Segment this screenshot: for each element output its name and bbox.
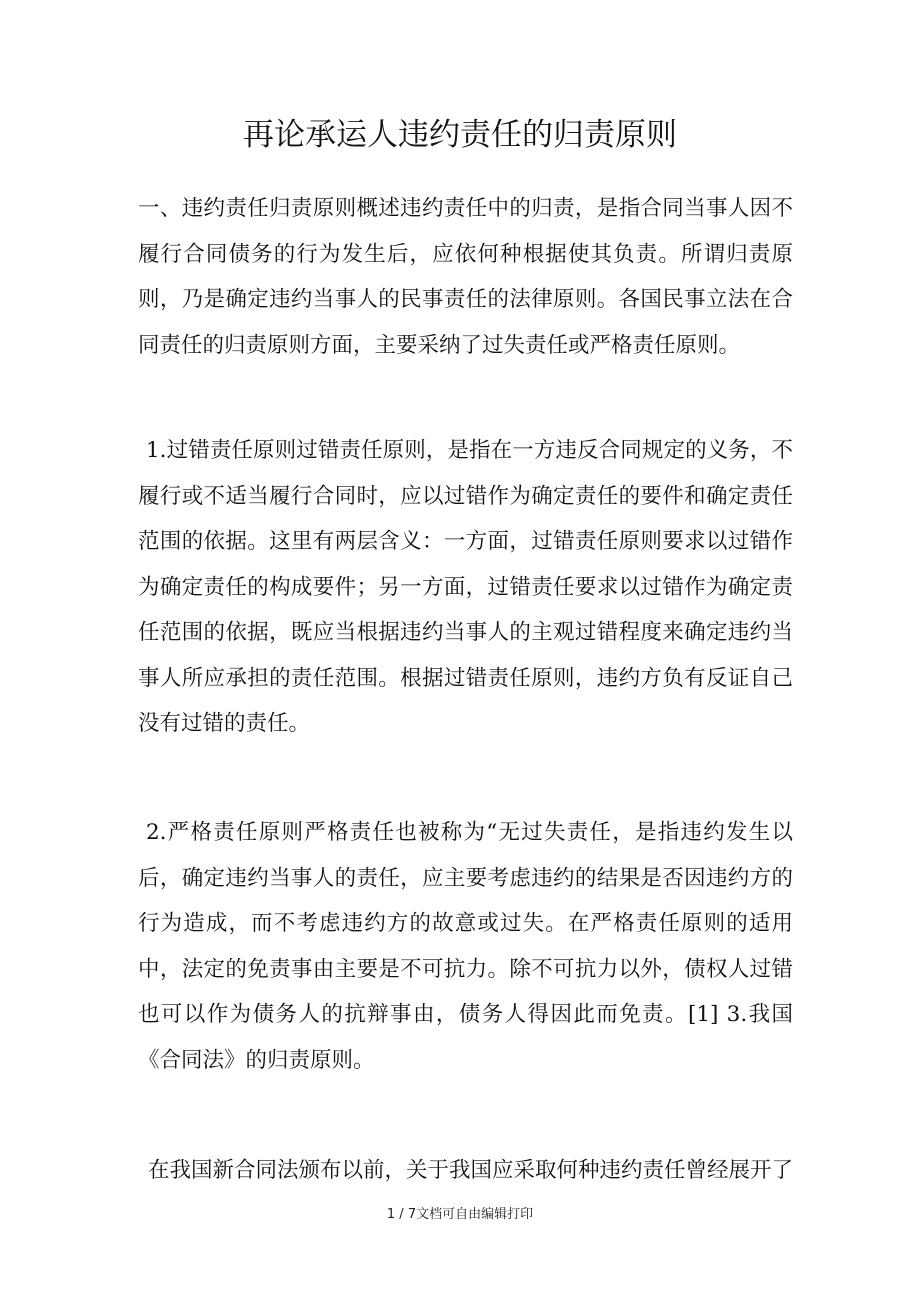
paragraph-contract-law-history: 在我国新合同法颁布以前，关于我国应采取何种违约责任曾经展开了 — [148, 1158, 793, 1183]
paragraph-strict-liability: 2.严格责任原则严格责任也被称为“无过失责任，是指违约发生以后，确定违约当事人的责任，应主要考虑违约的结果是否因违约方的行为造成，而不考虑违约方的故意或过失。在严格责任原则的适用中，法定的免责事由主要是不可抗力。除不可抗力以外，债权人过错也可以作为债务人的抗辩事由，债务人得因此而免责。[1] 3.我国《合同法》的归责原则。 — [138, 820, 793, 1073]
paragraph-overview: 一、违约责任归责原则概述违约责任中的归责，是指合同当事人因不履行合同债务的行为发生后，应依何种根据使其负责。所谓归责原则，乃是确定违约当事人的民事责任的法律原则。各国民事立法在合同责任的归责原则方面，主要采纳了过失责任或严格责任原则。 — [138, 196, 793, 358]
document-title: 再论承运人违约责任的归责原则 — [243, 117, 677, 153]
page-footer: 1 / 7文档可自由编辑打印 — [386, 1207, 534, 1222]
paragraph-fault-liability: 1.过错责任原则过错责任原则，是指在一方违反合同规定的义务，不履行或不适当履行合同时，应以过错作为确定责任的要件和确定责任范围的依据。这里有两层含义：一方面，过错责任原则要求以过错作为确定责任的构成要件；另一方面，过错责任要求以过错作为确定责任范围的依据，既应当根据违约当事人的主观过错程度来确定违约当事人所应承担的责任范围。根据过错责任原则，违约方负有反证自己没有过错的责任。 — [138, 438, 793, 736]
